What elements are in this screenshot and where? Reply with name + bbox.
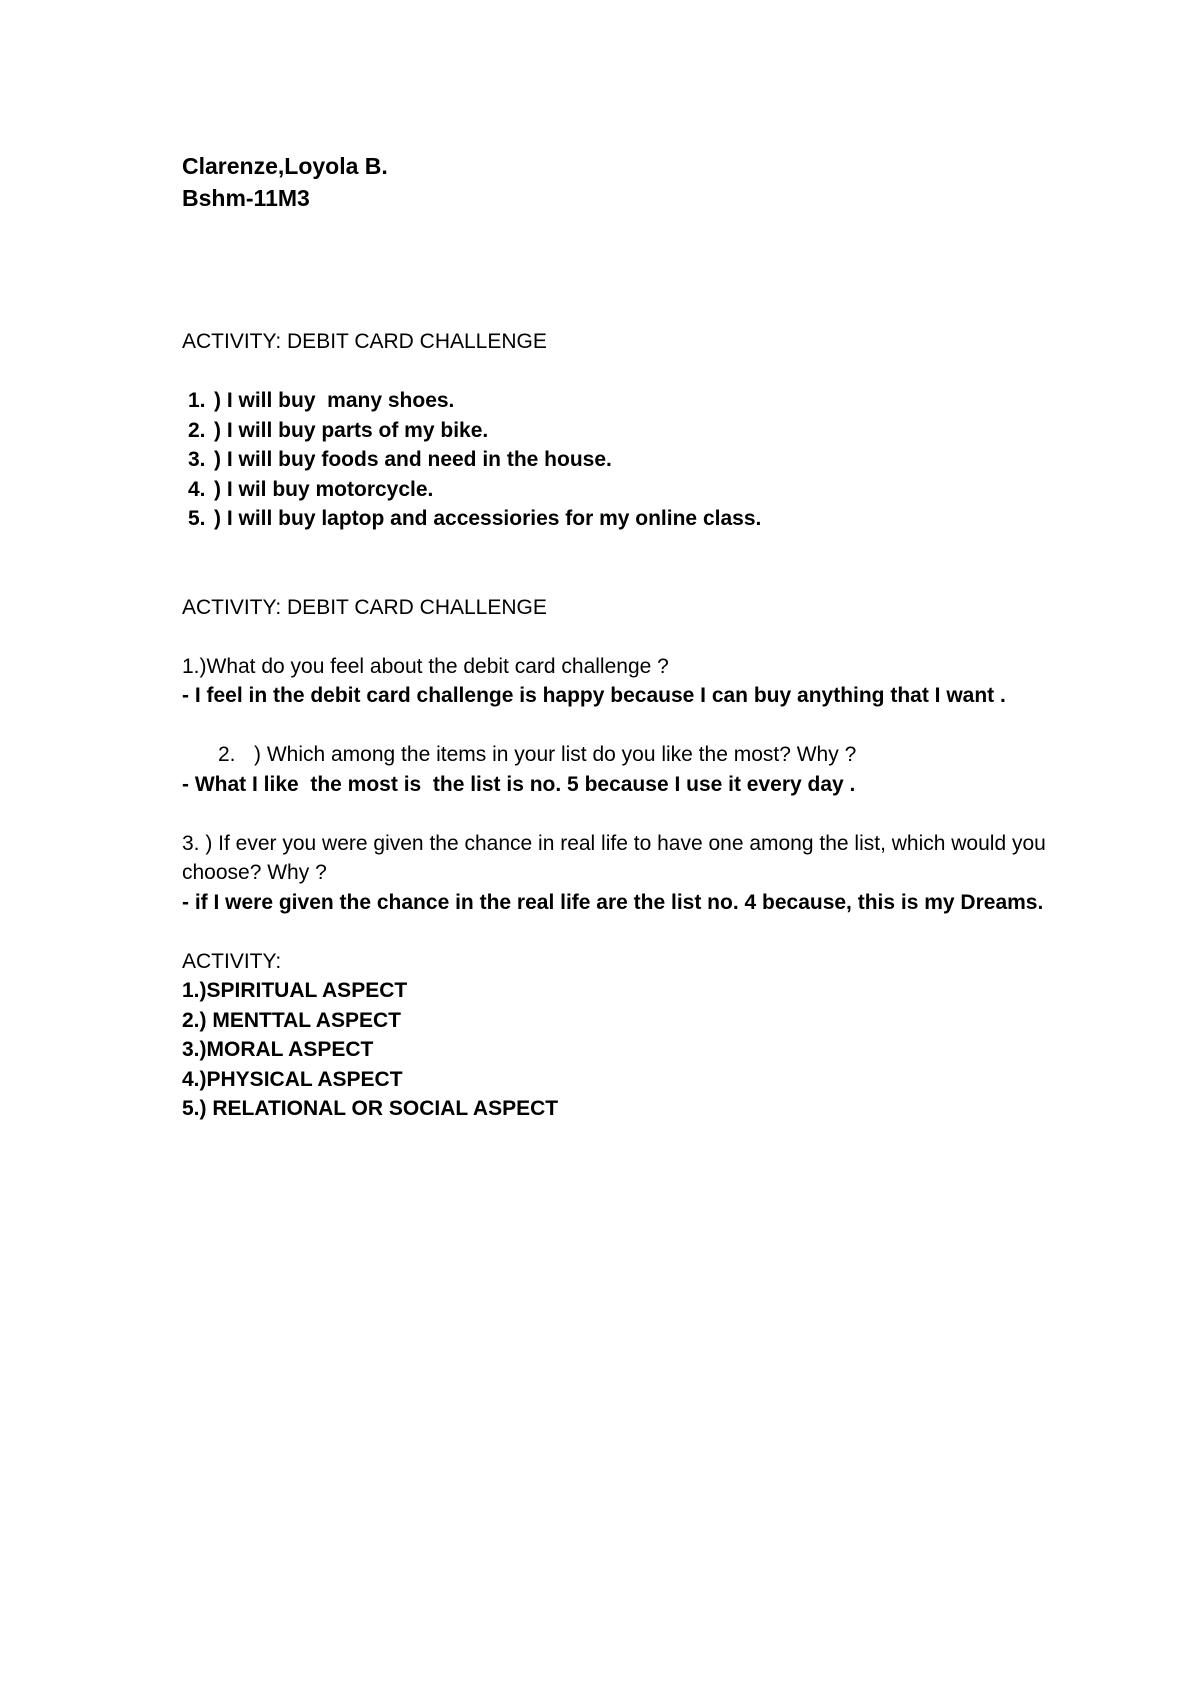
student-name: Clarenze,Loyola B. [182, 153, 388, 179]
activity1-title: ACTIVITY: DEBIT CARD CHALLENGE [182, 330, 547, 353]
spacer [182, 799, 1062, 829]
activity3-title: ACTIVITY: [182, 949, 282, 973]
list-item [182, 445, 1062, 475]
question-3: 3. ) If ever you were given the chance in real life to have one among the list, which would you choose? Why ? [182, 831, 1046, 884]
document-content [182, 150, 1062, 1124]
aspect-item: 1.)SPIRITUAL ASPECT [182, 979, 408, 1002]
aspect-item: 5.) RELATIONAL OR SOCIAL ASPECT [182, 1097, 559, 1120]
question-2-number: 2. [218, 743, 236, 766]
list-item-number: 4. [188, 477, 206, 501]
list-item-text: ) I will buy many shoes. [214, 389, 455, 412]
list-item-text: ) I will buy laptop and accessiories for my online class. [214, 507, 762, 530]
activity2-title: ACTIVITY: DEBIT CARD CHALLENGE [182, 595, 547, 619]
spacer [182, 357, 1062, 387]
list-item-number: 3. [188, 448, 206, 471]
spacer [182, 711, 1062, 741]
aspect-item: 2.) MENTTAL ASPECT [182, 1008, 401, 1032]
list-item-text: ) I wil buy motorcycle. [214, 477, 434, 501]
aspect-item: 3.)MORAL ASPECT [182, 1038, 374, 1061]
list-item [182, 504, 1062, 534]
student-section: Bshm-11M3 [182, 185, 310, 211]
answer-3: - if I were given the chance in the real life are the list no. 4 because, this is my Dreams. [182, 890, 1044, 914]
answer-2: - What I like the most is the list is no. 5 because I use it every day . [182, 772, 856, 796]
aspect-item: 4.)PHYSICAL ASPECT [182, 1067, 403, 1091]
question-2-text: ) Which among the items in your list do you like the most? Why ? [254, 743, 857, 766]
spacer [182, 622, 1062, 652]
list-item-number: 2. [188, 418, 206, 442]
list-item [182, 386, 1062, 416]
question-1: 1.)What do you feel about the debit card challenge ? [182, 654, 669, 678]
activity1-list [182, 386, 1062, 534]
question-2 [182, 740, 1062, 770]
list-item [182, 416, 1062, 446]
list-item [182, 475, 1062, 505]
list-item-number: 1. [188, 389, 206, 412]
list-item-text: ) I will buy parts of my bike. [214, 418, 489, 442]
answer-1: - I feel in the debit card challenge is happy because I can buy anything that I want . [182, 684, 1006, 707]
list-item-text: ) I will buy foods and need in the house. [214, 448, 612, 471]
spacer [182, 534, 1062, 593]
spacer [182, 214, 1062, 327]
list-item-number: 5. [188, 507, 206, 530]
spacer [182, 917, 1062, 947]
